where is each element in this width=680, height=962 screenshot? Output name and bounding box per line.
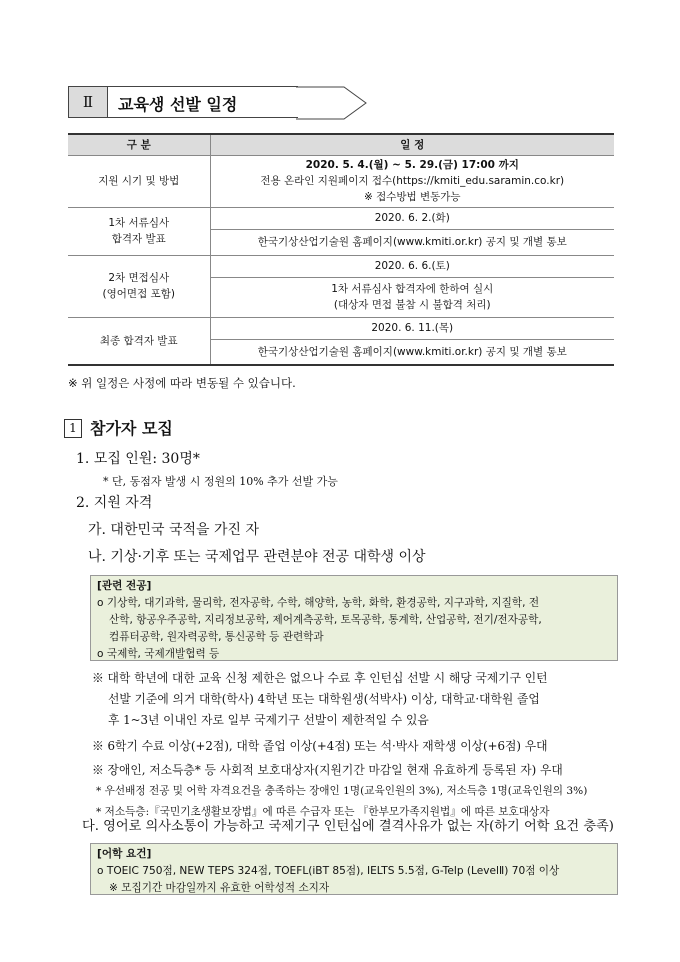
- note-line: 후 1~3년 이내인 자로 일부 국제기구 선발이 제한적일 수 있음: [108, 713, 429, 727]
- row-label: 최종 합격자 발표: [68, 317, 210, 365]
- row-detail: 1차 서류심사 합격자에 한하여 실시 (대상자 면접 불참 시 불합격 처리): [210, 277, 614, 317]
- section-1-title: 참가자 모집: [90, 419, 173, 438]
- section-2-title: 교육생 선발 일정: [108, 86, 298, 118]
- note-line: * 우선배정 전공 및 어학 자격요건을 충족하는 장애인 1명(교육인원의 3%), 저소득층 1명(교육인원의 3%): [96, 785, 588, 797]
- note-line: 선발 기준에 의거 대학(학사) 4학년 또는 대학원생(석박사) 이상, 대학교·대학원 졸업: [108, 692, 540, 706]
- row-label: 1차 서류심사 합격자 발표: [68, 207, 210, 255]
- language-requirement-title: [어학 요건]: [97, 848, 152, 860]
- section-header-arrow-icon: [296, 86, 368, 120]
- eligibility-notes: [92, 668, 622, 823]
- item-ga: 가. 대한민국 국적을 가진 자: [88, 522, 260, 538]
- header-schedule: 일 정: [210, 134, 614, 155]
- note-line: ※ 대학 학년에 대한 교육 신청 제한은 없으나 수료 후 인턴십 선발 시 해당 국제기구 인턴: [92, 671, 548, 685]
- table-row: [68, 255, 614, 277]
- note-line: ※ 6학기 수료 이상(+2점), 대학 졸업 이상(+4점) 또는 석·박사 재학생 이상(+6점) 우대: [92, 739, 548, 753]
- section-2-header: [68, 86, 300, 122]
- table-row: [68, 155, 614, 207]
- row-value: 2020. 5. 4.(월) ~ 5. 29.(금) 17:00 까지 전용 온라인 지원페이지 접수(https://kmiti_edu.saramin.co.kr) ※ 접수방법 변동가능: [210, 155, 614, 207]
- item-1-recruit-count: 1. 모집 인원: 30명*: [76, 451, 200, 467]
- table-row: [68, 317, 614, 339]
- row-detail: 한국기상산업기술원 홈페이지(www.kmiti.or.kr) 공지 및 개별 통보: [210, 339, 614, 365]
- item-1-note: * 단, 동점자 발생 시 정원의 10% 추가 선발 가능: [103, 475, 338, 488]
- language-line: o TOEIC 750점, NEW TEPS 324점, TOEFL(iBT 85점), IELTS 5.5점, G-Telp (LevelⅡ) 70점 이상: [97, 865, 560, 877]
- item-na: 나. 기상·기후 또는 국제업무 관련분야 전공 대학생 이상: [88, 549, 426, 565]
- item-2-eligibility: 2. 지원 자격: [76, 495, 153, 511]
- section-2-number: Ⅱ: [68, 86, 108, 118]
- language-requirement-box: [90, 843, 618, 895]
- schedule-table: [68, 133, 614, 366]
- schedule-note: ※ 위 일정은 사정에 따라 변동될 수 있습니다.: [68, 376, 296, 390]
- row-date: 2020. 6. 2.(화): [210, 207, 614, 229]
- item-da: 다. 영어로 의사소통이 가능하고 국제기구 인턴십에 결격사유가 없는 자(하기 어학 요건 충족): [82, 819, 614, 834]
- table-header-row: [68, 134, 614, 155]
- row-label: 2차 면접심사 (영어면접 포함): [68, 255, 210, 317]
- row-detail: 한국기상산업기술원 홈페이지(www.kmiti.or.kr) 공지 및 개별 통보: [210, 229, 614, 255]
- related-majors-title: [관련 전공]: [97, 580, 152, 592]
- note-line: * 저소득층:『국민기초생활보장법』에 따른 수급자 또는 『한부모가족지원법』에 따른 보호대상자: [96, 806, 550, 818]
- section-1-number: 1: [64, 419, 82, 438]
- row-label: 지원 시기 및 방법: [68, 155, 210, 207]
- row-date: 2020. 6. 6.(토): [210, 255, 614, 277]
- header-category: 구 분: [68, 134, 210, 155]
- majors-line: 산학, 항공우주공학, 지리정보공학, 제어계측공학, 토목공학, 통계학, 산업공학, 전기/전자공학,: [109, 614, 542, 626]
- majors-line: o 국제학, 국제개발협력 등: [97, 648, 220, 660]
- note-line: ※ 장애인, 저소득층* 등 사회적 보호대상자(지원기간 마감일 현재 유효하게 등록된 자) 우대: [92, 763, 563, 777]
- related-majors-box: [90, 575, 618, 661]
- majors-line: 컴퓨터공학, 원자력공학, 통신공학 등 관련학과: [109, 631, 324, 643]
- majors-line: o 기상학, 대기과학, 물리학, 전자공학, 수학, 해양학, 농학, 화학, 환경공학, 지구과학, 지질학, 전: [97, 597, 540, 609]
- row-date: 2020. 6. 11.(목): [210, 317, 614, 339]
- table-row: [68, 207, 614, 229]
- language-line: ※ 모집기간 마감일까지 유효한 어학성적 소지자: [109, 882, 330, 894]
